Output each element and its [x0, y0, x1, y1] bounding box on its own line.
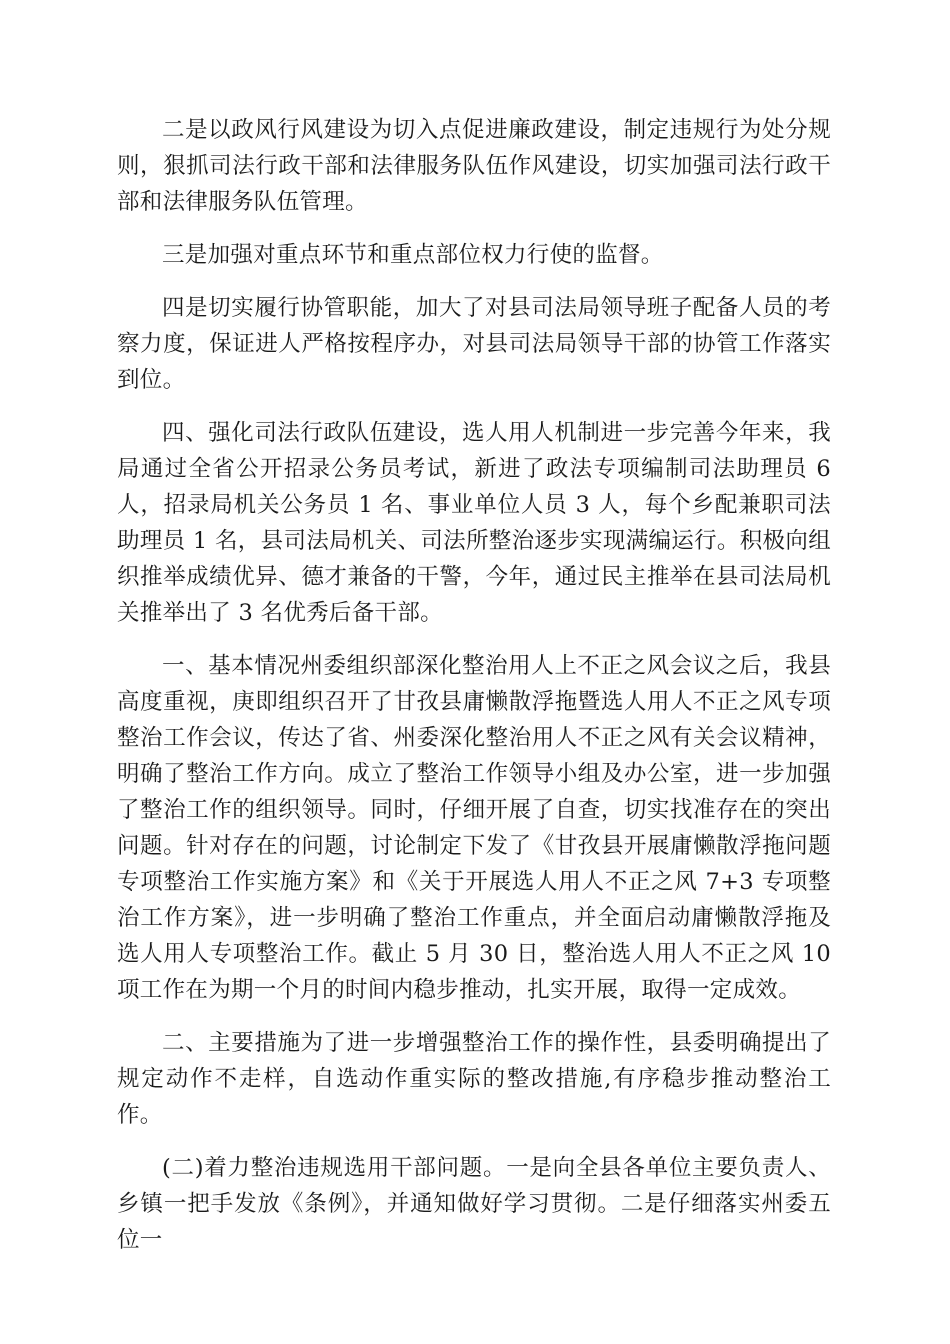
- paragraph: (二)着力整治违规选用干部问题。一是向全县各单位主要负责人、乡镇一把手发放《条例》，并通知做好学习贯彻。二是仔细落实州委五位一: [117, 1155, 831, 1253]
- paragraph: 四是切实履行协管职能，加大了对县司法局领导班子配备人员的考察力度，保证进人严格按程序办，对县司法局领导干部的协管工作落实到位。: [117, 295, 831, 393]
- paragraph: 三是加强对重点环节和重点部位权力行使的监督。: [162, 242, 664, 268]
- paragraph: 四、强化司法行政队伍建设，选人用人机制进一步完善今年来，我局通过全省公开招录公务员考试，新进了政法专项编制司法助理员 6 人，招录局机关公务员 1 名、事业单位人员 3 人，每个乡配兼职司法助理员 1 名，县司法局机关、司法所整治逐步实现满编运行。积极向组织推举成绩优异、德才兼备的干警，今年，通过民主推举在县司法局机关推举出了 3 名优秀后备干部。: [117, 420, 831, 626]
- paragraph: 二、主要措施为了进一步增强整治工作的操作性，县委明确提出了规定动作不走样，自选动作重实际的整改措施,有序稳步推动整治工作。: [117, 1030, 831, 1128]
- paragraph: 一、基本情况州委组织部深化整治用人上不正之风会议之后，我县高度重视，庚即组织召开了甘孜县庸懒散浮拖暨选人用人不正之风专项整治工作会议，传达了省、州委深化整治用人不正之风有关会议精神，明确了整治工作方向。成立了整治工作领导小组及办公室，进一步加强了整治工作的组织领导。同时，仔细开展了自查，切实找准存在的突出问题。针对存在的问题，讨论制定下发了《甘孜县开展庸懒散浮拖问题专项整治工作实施方案》和《关于开展选人用人不正之风 7+3 专项整治工作方案》，进一步明确了整治工作重点，并全面启动庸懒散浮拖及选人用人专项整治工作。截止 5 月 30 日，整治选人用人不正之风 10 项工作在为期一个月的时间内稳步推动，扎实开展，取得一定成效。: [117, 653, 831, 1003]
- document-body: [117, 112, 831, 1275]
- paragraph: 二是以政风行风建设为切入点促进廉政建设，制定违规行为处分规则，狠抓司法行政干部和法律服务队伍作风建设，切实加强司法行政干部和法律服务队伍管理。: [117, 117, 831, 215]
